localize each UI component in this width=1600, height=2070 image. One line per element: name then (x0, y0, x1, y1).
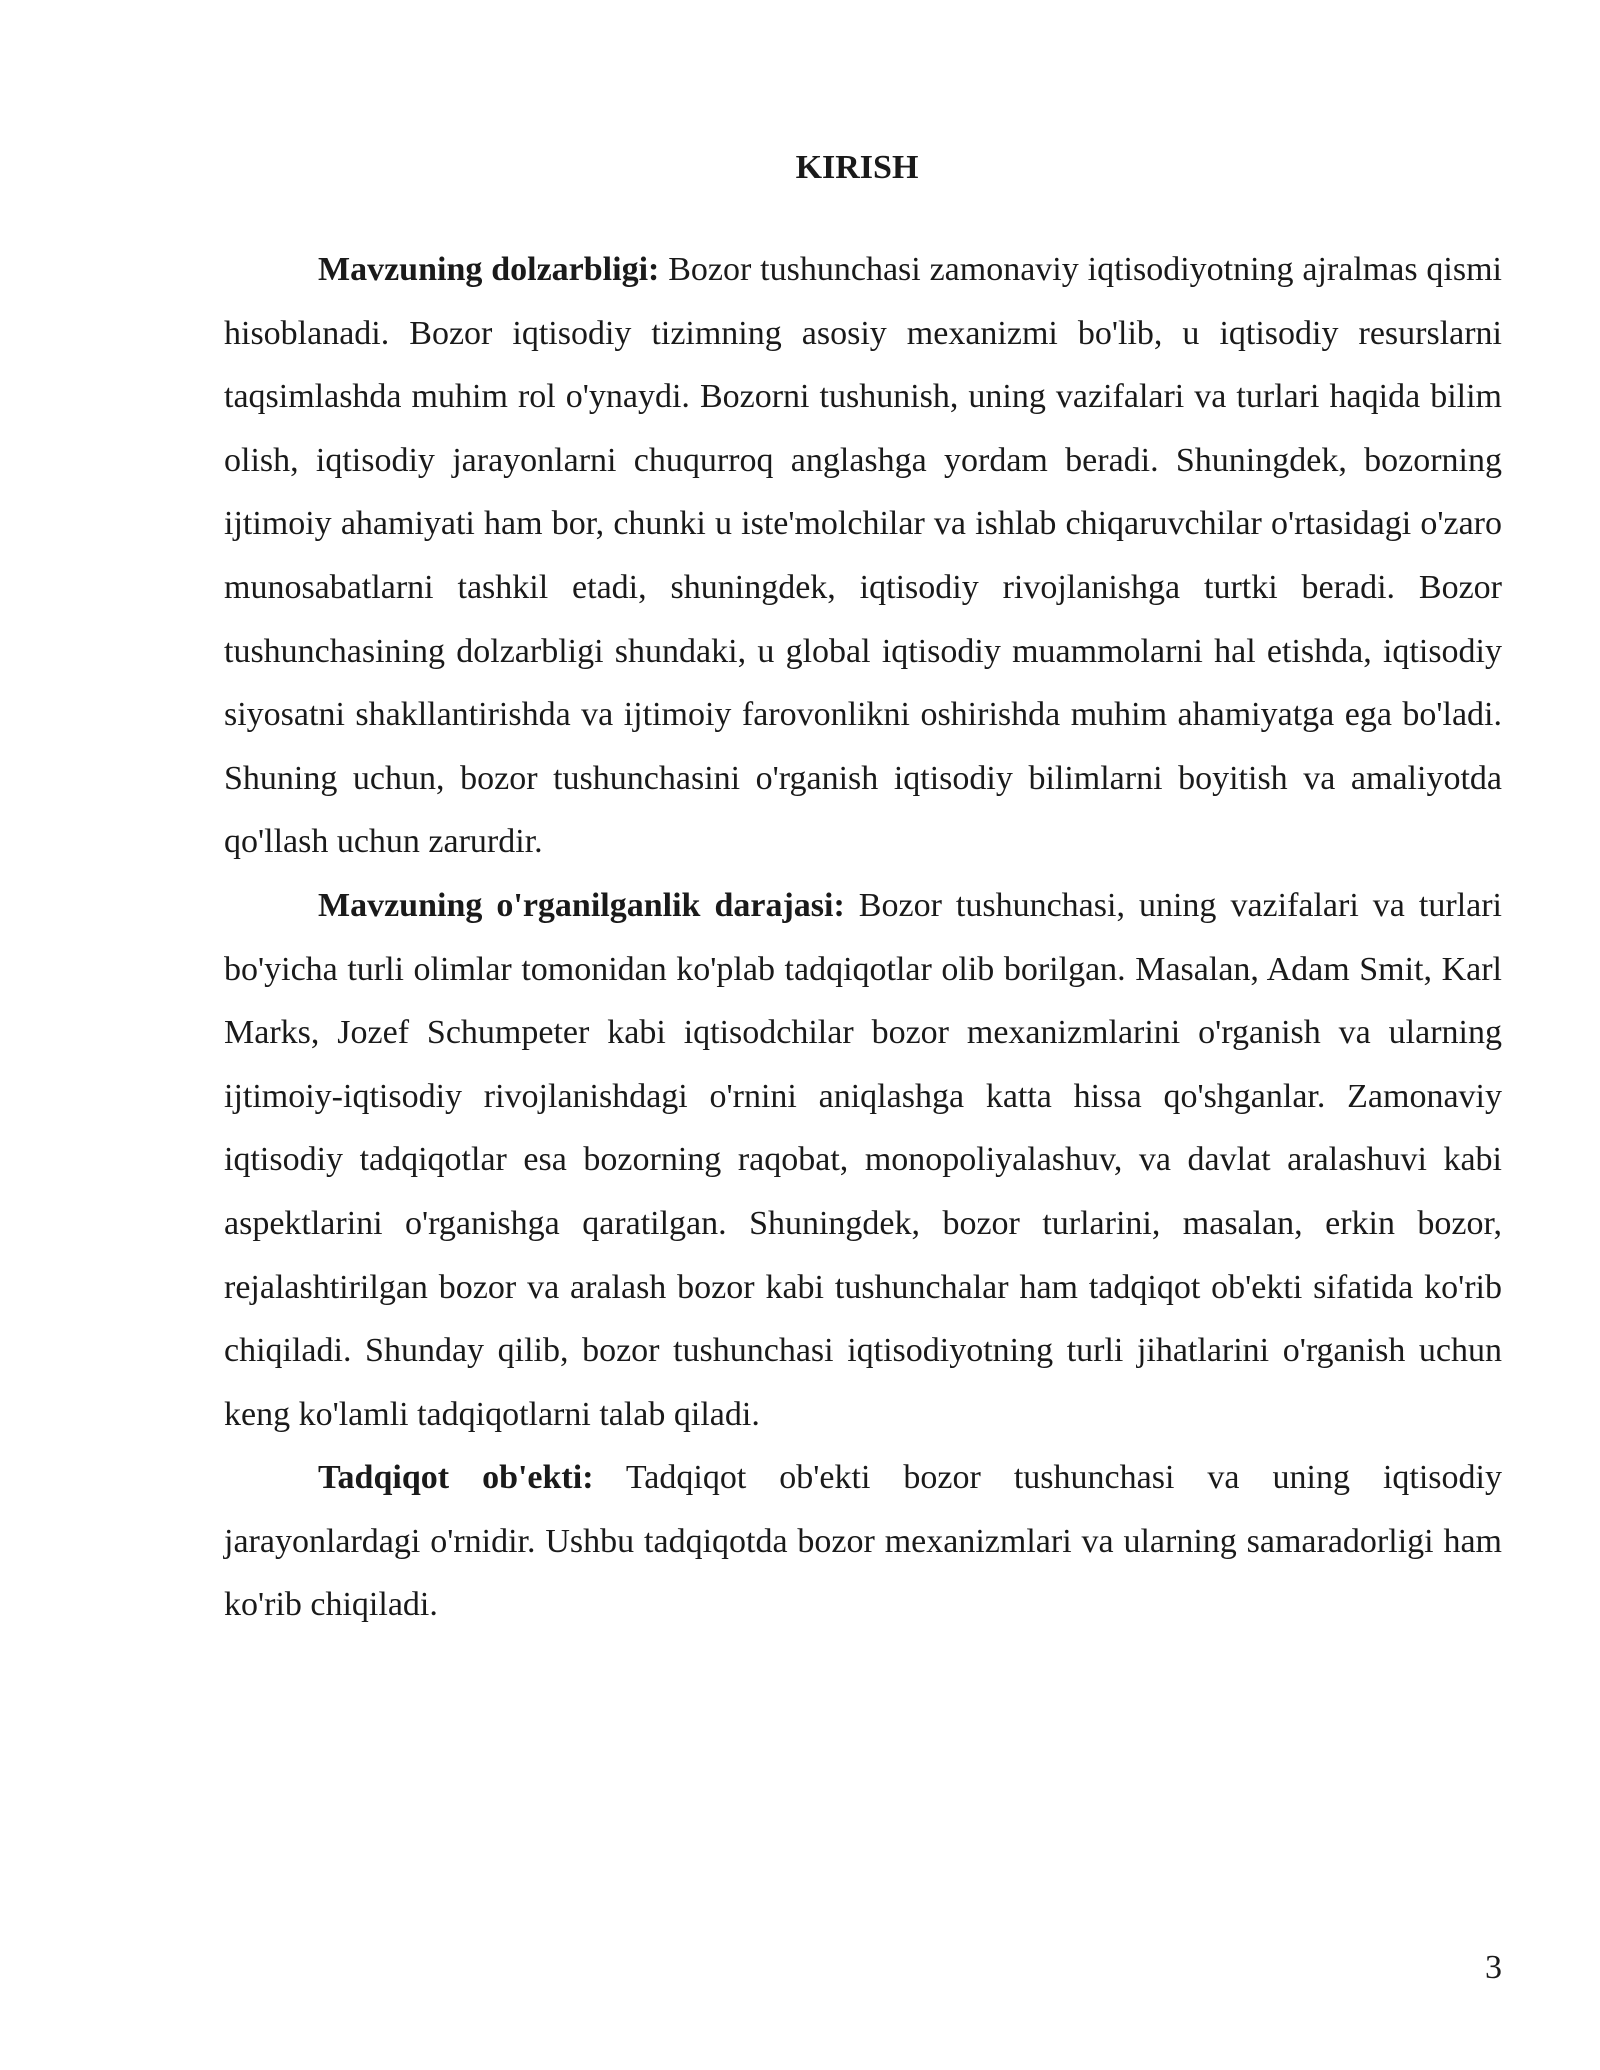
body-text (224, 238, 1502, 1637)
paragraph-text: Bozor tushunchasi zamonaviy iqtisodiyotning ajralmas qismi hisoblanadi. Bozor iqtisodiy tizimning asosiy mexanizmi bo'lib, u iqtisodiy resurslarni taqsimlashda muhim rol o'ynaydi. Bozorni tushunish, uning vazifalari va turlari haqida bilim olish, iqtisodiy jarayonlarni chuqurroq anglashga yordam beradi. Shuningdek, bozorning ijtimoiy ahamiyati ham bor, chunki u iste'molchilar va ishlab chiqaruvchilar o'rtasidagi o'zaro munosabatlarni tashkil etadi, shuningdek, iqtisodiy rivojlanishga turtki beradi. Bozor tushunchasining dolzarbligi shundaki, u global iqtisodiy muammolarni hal etishda, iqtisodiy siyosatni shakllantirishda va ijtimoiy farovonlikni oshirishda muhim ahamiyatga ega bo'ladi. Shuning uchun, bozor tushunchasini o'rganish iqtisodiy bilimlarni boyitish va amaliyotda qo'llash uchun zarurdir. (224, 251, 1503, 861)
paragraph-text: Tadqiqot ob'ekti bozor tushunchasi va uning iqtisodiy jarayonlardagi o'rnidir. Ushbu tadqiqotda bozor mexanizmlari va ularning samaradorligi ham ko'rib chiqiladi. (224, 1459, 1502, 1624)
paragraph-study-level (224, 874, 1502, 1446)
paragraph-lead: Mavzuning o'rganilganlik darajasi: (318, 886, 845, 924)
paragraph-research-object (224, 1446, 1502, 1637)
paragraph-text: Bozor tushunchasi, uning vazifalari va turlari bo'yicha turli olimlar tomonidan ko'plab tadqiqotlar olib borilgan. Masalan, Adam Smit, Karl Marks, Jozef Schumpeter kabi iqtisodchilar bozor mexanizmlarini o'rganish va ularning ijtimoiy-iqtisodiy rivojlanishdagi o'rnini aniqlashga katta hissa qo'shganlar. Zamonaviy iqtisodiy tadqiqotlar esa bozorning raqobat, monopoliyalashuv, va davlat aralashuvi kabi aspektlarini o'rganishga qaratilgan. Shuningdek, bozor turlarini, masalan, erkin bozor, rejalashtirilgan bozor va aralash bozor kabi tushunchalar ham tadqiqot ob'ekti sifatida ko'rib chiqiladi. Shunday qilib, bozor tushunchasi iqtisodiyotning turli jihatlarini o'rganish uchun keng ko'lamli tadqiqotlarni talab qiladi. (224, 886, 1502, 1433)
paragraph-lead: Mavzuning dolzarbligi: (318, 251, 660, 288)
page-number: 3 (1485, 1949, 1502, 1986)
paragraph-relevance (224, 238, 1502, 874)
paragraph-lead: Tadqiqot ob'ekti: (318, 1459, 594, 1497)
section-title: KIRISH (795, 149, 919, 186)
